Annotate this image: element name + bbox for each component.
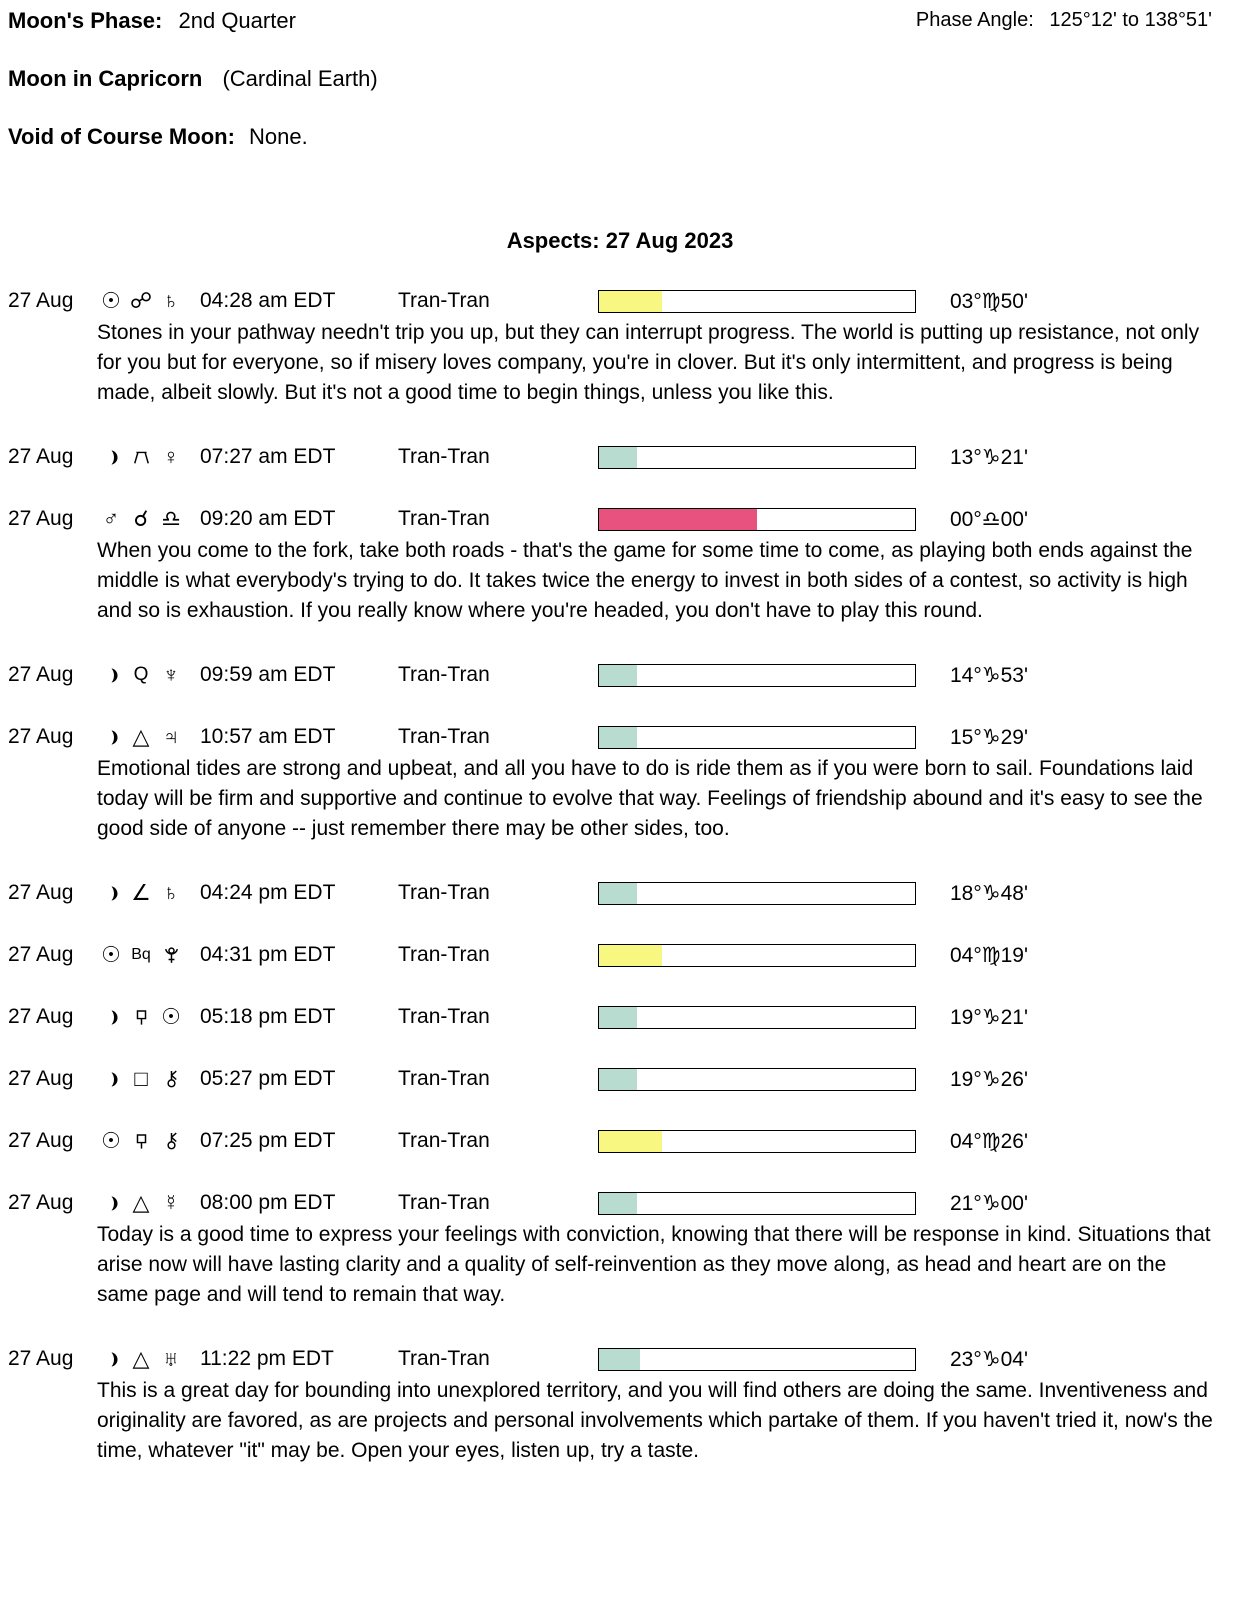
aspect-date: 27 Aug [8, 507, 74, 530]
aspect-time: 05:18 pm EDT [200, 1005, 336, 1028]
sun-icon: ☉ [101, 942, 121, 967]
sun-icon: ☉ [101, 1128, 121, 1153]
aspect-degree: 03°♍50' [950, 289, 1028, 313]
sun-icon: ☉ [161, 1004, 181, 1029]
aspect-row [8, 1066, 1252, 1092]
aspect-type: Tran-Tran [398, 507, 490, 530]
quincunx-icon [126, 448, 156, 467]
moon-icon [96, 884, 126, 903]
aspect-symbols [96, 288, 200, 314]
orb-bar [598, 1130, 916, 1153]
quintile-icon: Q [133, 664, 149, 685]
header-line-2 [8, 66, 1252, 92]
aspect-type: Tran-Tran [398, 881, 490, 904]
aspect-group [8, 506, 1252, 626]
pluto-icon [156, 946, 186, 965]
aspect-date: 27 Aug [8, 445, 74, 468]
phase-angle-value: 125°12' to 138°51' [1049, 9, 1212, 31]
moon-phase-line [8, 8, 296, 34]
aspect-group [8, 1190, 1252, 1310]
aspect-type: Tran-Tran [398, 725, 490, 748]
aspect-date: 27 Aug [8, 1067, 74, 1090]
aspect-note: This is a great day for bounding into unexplored territory, and you will find others are doing the same. Inventiveness and originality are favored, as are projects and personal involvements which partake of them. If you haven't tried it, now's the time, whatever "it" may be. Open your eyes, listen up, try a taste. [97, 1379, 1213, 1462]
aspect-time: 04:24 pm EDT [200, 881, 336, 904]
aspect-symbols [96, 1066, 200, 1092]
aspect-time: 07:25 pm EDT [200, 1129, 336, 1152]
orb-bar-fill [599, 883, 637, 904]
uranus-icon: ♅ [162, 1346, 180, 1371]
moon-icon [96, 1070, 126, 1089]
orb-bar [598, 944, 916, 967]
saturn-icon: ♄ [162, 880, 180, 905]
aspect-row [8, 1128, 1252, 1154]
aspect-note: Emotional tides are strong and upbeat, and all you have to do is ride them as if you were born to sail. Foundations laid today will be firm and supportive and continue to evolve that way. Feelings of friendship abound and it's easy to see the good side of anyone -- just remember there may be other sides, too. [97, 757, 1203, 840]
aspects-title: Aspects: 27 Aug 2023 [506, 228, 734, 253]
aspect-row [8, 1190, 1252, 1216]
mars-icon: ♂ [102, 506, 120, 531]
aspect-date: 27 Aug [8, 1005, 74, 1028]
trine-icon: △ [132, 724, 150, 749]
aspect-degree: 13°♑21' [950, 445, 1028, 469]
aspect-group [8, 1128, 1252, 1154]
aspect-date: 27 Aug [8, 289, 74, 312]
aspect-group [8, 288, 1252, 408]
aspect-time: 04:28 am EDT [200, 289, 336, 312]
orb-bar-fill [599, 447, 637, 468]
aspect-symbols [96, 724, 200, 750]
orb-bar-fill [599, 1349, 640, 1370]
moon-phase-label: Moon's Phase: [8, 8, 163, 33]
orb-bar [598, 664, 916, 687]
orb-bar [598, 882, 916, 905]
chiron-icon [156, 1132, 186, 1151]
moon-icon [96, 1008, 126, 1027]
orb-bar-fill [599, 1069, 637, 1090]
mercury-icon: ☿ [162, 1190, 180, 1215]
orb-bar [598, 1068, 916, 1091]
aspect-date: 27 Aug [8, 1129, 74, 1152]
aspect-symbols [96, 506, 200, 532]
aspect-group [8, 1004, 1252, 1030]
aspect-degree: 00°♎00' [950, 507, 1028, 531]
aspect-symbols [96, 1190, 200, 1216]
aspect-group [8, 662, 1252, 688]
aspect-note: Stones in your pathway needn't trip you up, but they can interrupt progress. The world is putting up resistance, not only for you but for everyone, so if misery loves company, you're in clover. But it's only intermittent, and progress is being made, albeit slowly. But it's not a good time to begin things, unless you like this. [97, 321, 1200, 404]
orb-bar [598, 1006, 916, 1029]
moon-sign-label: Moon in Capricorn [8, 66, 203, 91]
phase-angle-line [916, 8, 1212, 32]
aspect-symbols [96, 1346, 200, 1372]
aspect-date: 27 Aug [8, 881, 74, 904]
orb-bar [598, 726, 916, 749]
aspect-date: 27 Aug [8, 663, 74, 686]
biquintile-icon: Bq [131, 946, 151, 963]
moon-sign-note: (Cardinal Earth) [222, 66, 378, 91]
aspect-degree: 19°♑26' [950, 1067, 1028, 1091]
aspect-row [8, 288, 1252, 314]
aspect-degree: 14°♑53' [950, 663, 1028, 687]
trine-icon: △ [132, 1346, 150, 1371]
opposition-icon: ☍ [129, 288, 153, 313]
aspect-note: Today is a good time to express your feelings with conviction, knowing that there will be response in kind. Situations that arise now will have lasting clarity and a quality of self-reinvention as they move along, as head and heart are on the same page and will tend to remain that way. [97, 1223, 1211, 1306]
venus-icon: ♀ [162, 444, 180, 469]
orb-bar [598, 1192, 916, 1215]
aspect-time: 07:27 am EDT [200, 445, 336, 468]
aspect-row [8, 724, 1252, 750]
header-line-3 [8, 124, 1252, 150]
aspect-degree: 15°♑29' [950, 725, 1028, 749]
aspect-symbols [96, 662, 200, 688]
jupiter-icon: ♃ [162, 724, 180, 749]
libra-icon: ♎ [161, 506, 181, 531]
orb-bar-fill [599, 1193, 637, 1214]
aspect-symbols [96, 942, 200, 968]
sesquiquadrate-icon [126, 1008, 156, 1027]
sesquiquadrate-icon [126, 1132, 156, 1151]
aspect-type: Tran-Tran [398, 663, 490, 686]
aspect-group [8, 942, 1252, 968]
orb-bar [598, 508, 916, 531]
aspect-note: When you come to the fork, take both roads - that's the game for some time to come, as playing both ends against the middle is what everybody's trying to do. It takes twice the energy to invest in both sides of a contest, so activity is high and so is exhaustion. If you really know where you're headed, you don't have to play this round. [97, 539, 1193, 622]
neptune-icon: ♆ [162, 662, 180, 687]
orb-bar [598, 290, 916, 313]
aspect-group [8, 724, 1252, 844]
aspect-group [8, 880, 1252, 906]
aspect-row [8, 942, 1252, 968]
voc-label: Void of Course Moon: [8, 124, 235, 149]
aspect-row [8, 662, 1252, 688]
conjunction-icon: ☌ [133, 506, 149, 531]
moon-icon [96, 448, 126, 467]
aspect-group [8, 1346, 1252, 1466]
aspect-row [8, 506, 1252, 532]
aspect-row [8, 444, 1252, 470]
moon-icon [96, 1194, 126, 1213]
orb-bar-fill [599, 1007, 637, 1028]
aspect-date: 27 Aug [8, 943, 74, 966]
aspect-symbols [96, 1004, 200, 1030]
aspect-time: 11:22 pm EDT [200, 1347, 334, 1370]
header-line-1 [8, 8, 1252, 34]
aspect-symbols [96, 444, 200, 470]
aspect-type: Tran-Tran [398, 943, 490, 966]
aspect-time: 05:27 pm EDT [200, 1067, 336, 1090]
sun-icon: ☉ [101, 288, 121, 313]
aspect-time: 09:59 am EDT [200, 663, 336, 686]
aspect-degree: 23°♑04' [950, 1347, 1028, 1371]
orb-bar-fill [599, 665, 637, 686]
moon-phase-value: 2nd Quarter [178, 8, 296, 33]
aspect-type: Tran-Tran [398, 1347, 490, 1370]
aspect-row [8, 1004, 1252, 1030]
square-icon: □ [134, 1066, 148, 1091]
aspect-symbols [96, 1128, 200, 1154]
chiron-icon [156, 1070, 186, 1089]
trine-icon: △ [132, 1190, 150, 1215]
aspect-date: 27 Aug [8, 1347, 74, 1370]
aspect-date: 27 Aug [8, 725, 74, 748]
aspect-row [8, 1346, 1252, 1372]
aspect-time: 09:20 am EDT [200, 507, 336, 530]
saturn-icon: ♄ [162, 288, 180, 313]
aspect-type: Tran-Tran [398, 289, 490, 312]
orb-bar-fill [599, 1131, 662, 1152]
aspect-degree: 19°♑21' [950, 1005, 1028, 1029]
phase-angle-label: Phase Angle: [915, 9, 1034, 31]
orb-bar-fill [599, 291, 662, 312]
orb-bar-fill [599, 945, 662, 966]
moon-icon [96, 728, 126, 747]
moon-icon [96, 1350, 126, 1369]
aspect-time: 08:00 pm EDT [200, 1191, 336, 1214]
aspect-type: Tran-Tran [398, 1005, 490, 1028]
aspect-type: Tran-Tran [398, 1067, 490, 1090]
orb-bar-fill [599, 727, 637, 748]
aspect-group [8, 444, 1252, 470]
aspect-time: 04:31 pm EDT [200, 943, 336, 966]
aspect-degree: 21°♑00' [950, 1191, 1028, 1215]
orb-bar [598, 1348, 916, 1371]
orb-bar [598, 446, 916, 469]
semisquare-icon: ∠ [131, 880, 151, 905]
aspect-degree: 18°♑48' [950, 881, 1028, 905]
aspect-row [8, 880, 1252, 906]
aspect-symbols [96, 880, 200, 906]
aspect-type: Tran-Tran [398, 1191, 490, 1214]
voc-value: None. [249, 124, 308, 149]
aspect-group [8, 1066, 1252, 1092]
aspect-date: 27 Aug [8, 1191, 74, 1214]
aspect-time: 10:57 am EDT [200, 725, 336, 748]
aspect-type: Tran-Tran [398, 1129, 490, 1152]
moon-icon [96, 666, 126, 685]
orb-bar-fill [599, 509, 757, 530]
aspect-degree: 04°♍26' [950, 1129, 1028, 1153]
aspect-type: Tran-Tran [398, 445, 490, 468]
aspect-degree: 04°♍19' [950, 943, 1028, 967]
